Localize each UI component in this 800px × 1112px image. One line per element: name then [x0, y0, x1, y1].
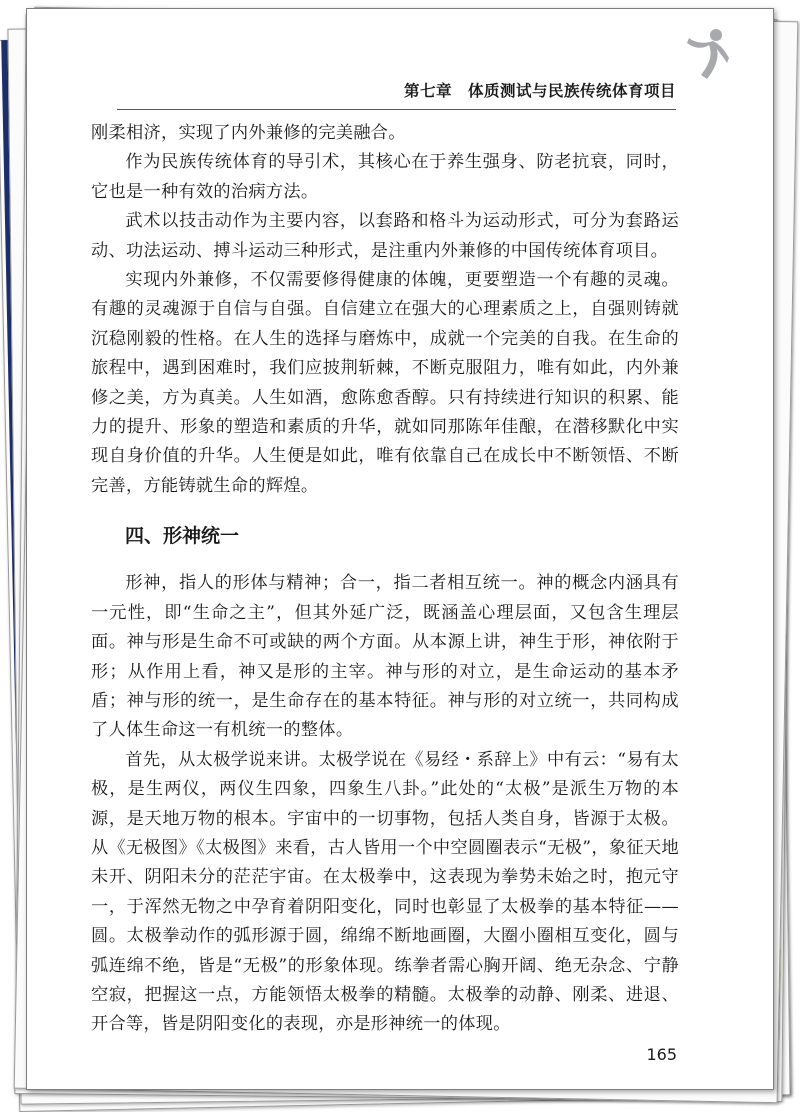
paragraph: 武术以技击动作为主要内容，以套路和格斗为运动形式，可分为套路运动、功法运动、搏斗运动三种形式，是注重内外兼修的中国传统体育项目。 — [91, 211, 679, 261]
paragraph: 作为民族传统体育的导引术，其核心在于养生强身、防老抗衰，同时，它也是一种有效的治病方法。 — [91, 152, 679, 202]
running-head: 第七章 体质测试与民族传统体育项目 — [403, 82, 676, 100]
page-content — [91, 119, 679, 1040]
paragraph: 形神，指人的形体与精神；合一，指二者相互统一。神的概念内涵具有一元性，即“生命之主”，但其外延广泛，既涵盖心理层面，又包含生理层面。神与形是生命不可或缺的两个方面。从本源上讲，神生于形，神依附于形；从作用上看，神又是形的主宰。神与形的对立，是生命运动的基本矛盾；神与形的统一，是生命存在的基本特征。神与形的对立统一，共同构成了人体生命这一有机统一的整体。 — [91, 573, 679, 741]
running-figure-logo-icon — [683, 25, 729, 83]
book-page — [26, 8, 774, 1090]
paragraph: 实现内外兼修，不仅需要修得健康的体魄，更要塑造一个有趣的灵魂。有趣的灵魂源于自信与自强。自信建立在强大的心理素质之上，自强则铸就沉稳刚毅的性格。在人生的选择与磨炼中，成就一个完美的自我。在生命的旅程中，遇到困难时，我们应披荆斩棘，不断克服阻力，唯有如此，内外兼修之美，方为真美。人生如酒，愈陈愈香醇。只有持续进行知识的积累、能力的提升、形象的塑造和素质的升华，就如同那陈年佳酿，在潜移默化中实现自身价值的升华。人生便是如此，唯有依靠自己在成长中不断领悟、不断完善，方能铸就生命的辉煌。 — [91, 270, 679, 496]
paragraph: 首先，从太极学说来讲。太极学说在《易经・系辞上》中有云：“易有太极，是生两仪，两仪生四象，四象生八卦。”此处的“太极”是派生万物的本源，是天地万物的根本。宇宙中的一切事物，包括人类自身，皆源于太极。从《无极图》《太极图》来看，古人皆用一个中空圆圈表示“无极”，象征天地未开、阴阳未分的茫茫宇宙。在太极拳中，这表现为拳势未始之时，抱元守一，于浑然无物之中孕育着阴阳变化，同时也彰显了太极拳的基本特征——圆。太极拳动作的弧形源于圆，绵绵不断地画圈，大圈小圈相互变化，圆与弧连绵不绝，皆是“无极”的形象体现。练拳者需心胸开阔、绝无杂念、宁静空寂，把握这一点，方能领悟太极拳的精髓。太极拳的动静、刚柔、进退、开合等，皆是阴阳变化的表现，亦是形神统一的体现。 — [91, 749, 679, 1035]
section-heading: 四、形神统一 — [125, 525, 240, 548]
page-number: 165 — [646, 1045, 677, 1064]
header-rule — [117, 109, 676, 110]
paragraph: 刚柔相济，实现了内外兼修的完美融合。 — [91, 123, 406, 143]
